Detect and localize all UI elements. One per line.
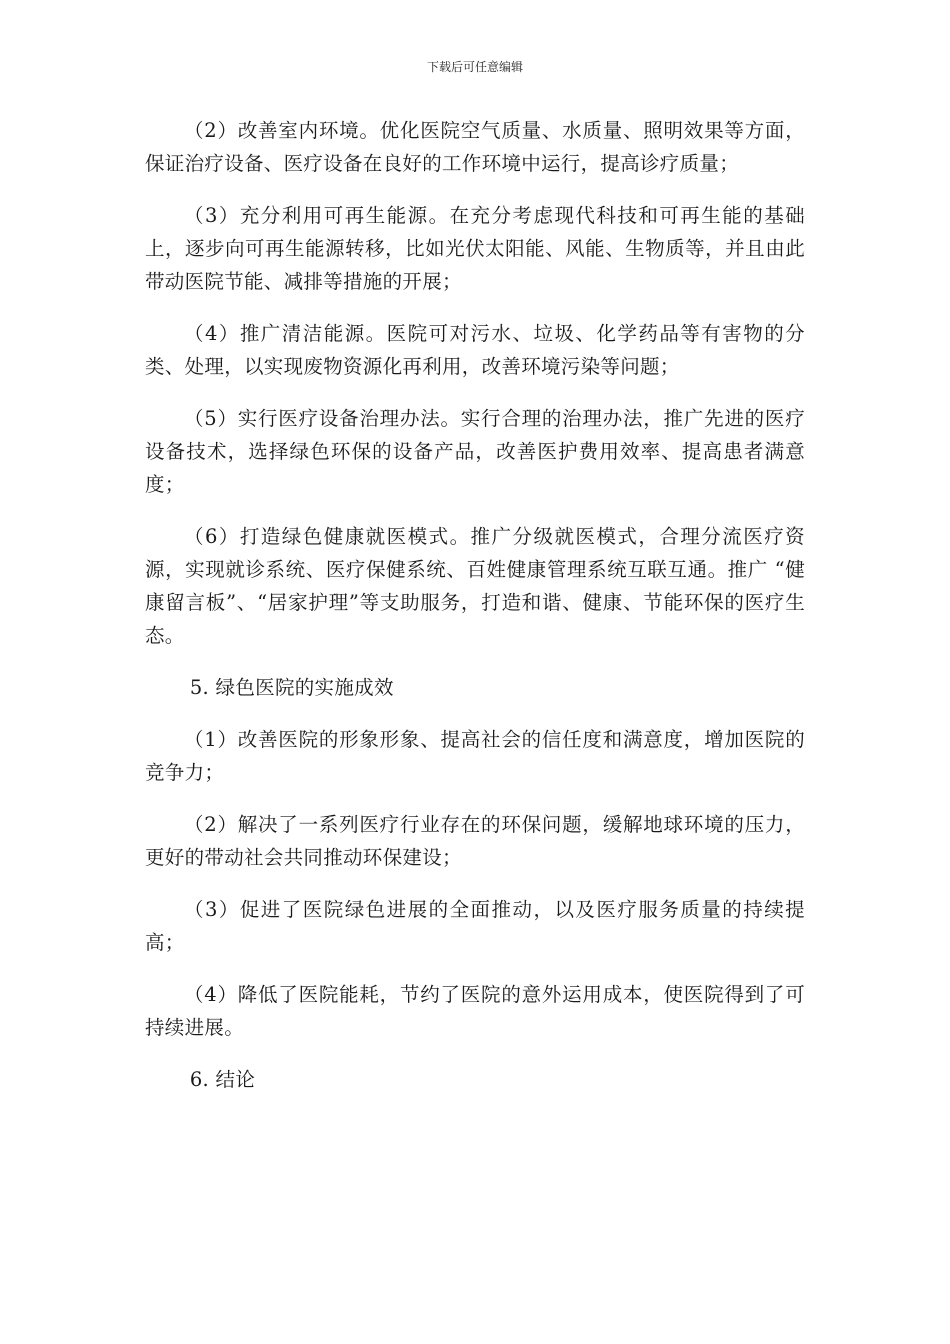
section-5-item-4: （4）降低了医院能耗，节约了医院的意外运用成本，使医院得到了可持续进展。 [145, 983, 805, 1039]
section-5-item-3: （3）促进了医院绿色进展的全面推动，以及医疗服务质量的持续提高； [145, 898, 805, 954]
page-header-note: 下载后可任意编辑 [426, 60, 523, 74]
paragraph-item-4: （4）推广清洁能源。医院可对污水、垃圾、化学药品等有害物的分类、处理，以实现废物资源化再利用，改善环境污染等问题； [145, 322, 805, 378]
section-5-item-1: （1）改善医院的形象形象、提高社会的信任度和满意度，增加医院的竞争力； [145, 728, 805, 784]
section-5-item-2: （2）解决了一系列医疗行业存在的环保问题，缓解地球环境的压力，更好的带动社会共同推动环保建设； [145, 813, 805, 869]
section-6-heading: 6. 结论 [189, 1068, 256, 1091]
paragraph-item-3: （3）充分利用可再生能源。在充分考虑现代科技和可再生能的基础上，逐步向可再生能源转移，比如光伏太阳能、风能、生物质等，并且由此带动医院节能、减排等措施的开展； [145, 204, 805, 293]
paragraph-item-5: （5）实行医疗设备治理办法。实行合理的治理办法，推广先进的医疗设备技术，选择绿色环保的设备产品，改善医护费用效率、提高患者满意度； [145, 407, 805, 496]
document-body [145, 114, 805, 1115]
section-5-heading: 5. 绿色医院的实施成效 [189, 676, 394, 699]
paragraph-item-2: （2）改善室内环境。优化医院空气质量、水质量、照明效果等方面，保证治疗设备、医疗设备在良好的工作环境中运行，提高诊疗质量； [145, 119, 805, 175]
paragraph-item-6: （6）打造绿色健康就医模式。推广分级就医模式，合理分流医疗资源，实现就诊系统、医疗保健系统、百姓健康管理系统互联互通。推广 “健康留言板”、“居家护理”等支助服务，打造和谐、健康、节能环保的医疗生态。 [145, 525, 805, 647]
